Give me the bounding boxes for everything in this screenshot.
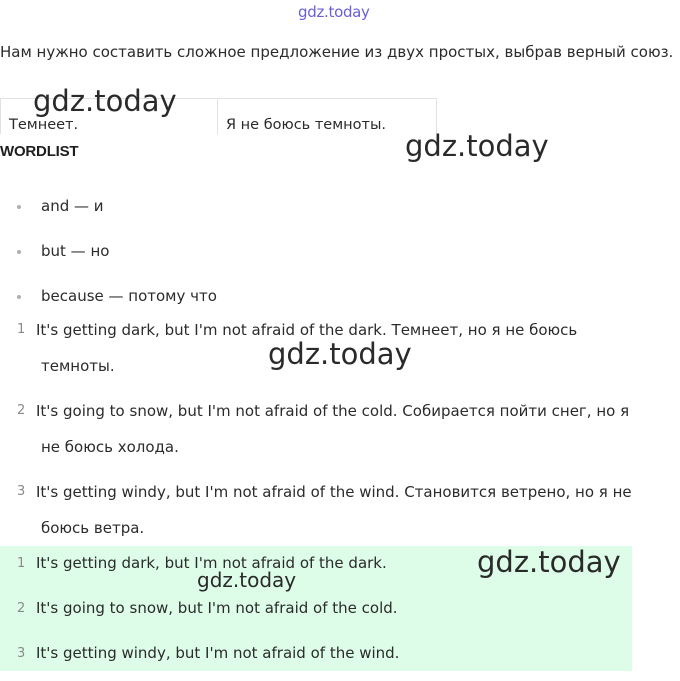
watermark-top: gdz.today [298, 3, 370, 21]
wordlist-title: WORDLIST [0, 143, 79, 160]
list-item [0, 393, 676, 465]
sentence-line: боюсь ветра. [41, 519, 145, 537]
item-number: 1 [17, 322, 26, 337]
answer-text: It's getting dark, but I'm not afraid of the dark. [36, 554, 387, 572]
wordlist-item: because — потому что [41, 287, 217, 305]
watermark: gdz.today [268, 337, 412, 371]
bullet-icon [17, 250, 21, 254]
item-number: 1 [17, 556, 26, 571]
list-item [0, 474, 676, 546]
watermark: gdz.today [197, 568, 297, 592]
list-item [0, 229, 217, 274]
list-item [0, 184, 217, 229]
bullet-icon [17, 205, 21, 209]
item-number: 2 [17, 403, 26, 418]
item-number: 2 [17, 601, 26, 616]
sentence-line: It's going to snow, but I'm not afraid of the cold. Собирается пойти снег, но я [36, 402, 630, 420]
bullet-icon [17, 295, 21, 299]
watermark: gdz.today [477, 545, 621, 579]
table-cell-1: Темнеет. [1, 99, 218, 135]
sentence-line: темноты. [41, 357, 115, 375]
wordlist [0, 184, 217, 319]
wordlist-item: but — но [41, 242, 110, 260]
item-number: 3 [17, 646, 26, 661]
list-item [0, 591, 632, 636]
sentence-line: It's getting dark, but I'm not afraid of the dark. Темнеет, но я не боюсь [36, 321, 578, 339]
watermark: gdz.today [33, 84, 177, 118]
answer-text: It's getting windy, but I'm not afraid of the wind. [36, 644, 400, 662]
intro-text: Нам нужно составить сложное предложение из двух простых, выбрав верный союз. [0, 43, 674, 61]
watermark: gdz.today [405, 129, 549, 163]
table-cell-2: Я не боюсь темноты. [218, 99, 437, 135]
sentence-line: It's getting windy, but I'm not afraid of the wind. Становится ветрено, но я не [36, 483, 632, 501]
list-item [0, 636, 632, 681]
answer-text: It's going to snow, but I'm not afraid of the cold. [36, 599, 398, 617]
wordlist-item: and — и [41, 197, 104, 215]
sentence-line: не боюсь холода. [41, 438, 179, 456]
item-number: 3 [17, 484, 26, 499]
